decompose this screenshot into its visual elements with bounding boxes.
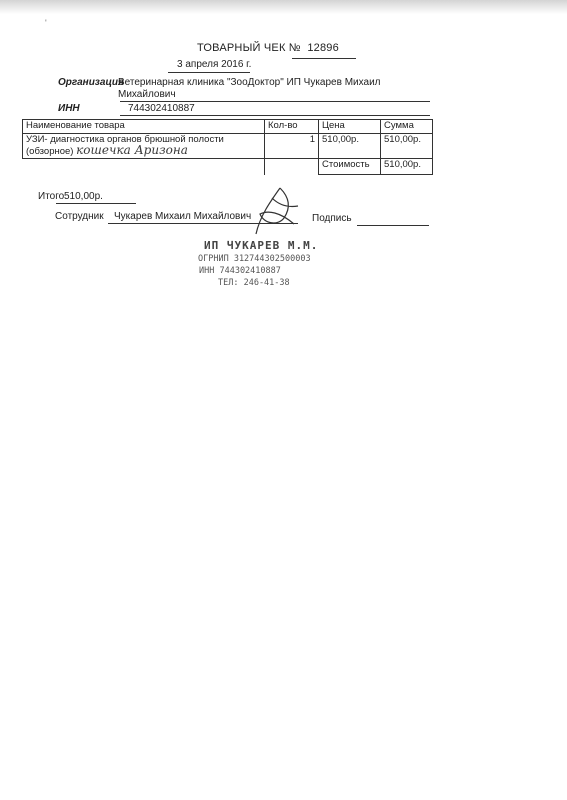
signature-icon bbox=[250, 184, 302, 245]
employee-label: Сотрудник bbox=[55, 211, 104, 222]
cost-label: Стоимость bbox=[319, 159, 381, 175]
header-sum: Сумма bbox=[381, 120, 433, 134]
cost-row bbox=[23, 159, 433, 175]
receipt-title: ТОВАРНЫЙ ЧЕК № 12896 bbox=[197, 42, 339, 54]
item-name: УЗИ- диагностика органов брюшной полости (обзорное) bbox=[26, 134, 224, 157]
receipt-date: 3 апреля 2016 г. bbox=[177, 59, 252, 70]
stamp-tel: ТЕЛ: 246-41-38 bbox=[218, 278, 290, 288]
date-underline bbox=[168, 72, 250, 73]
organization-underline bbox=[120, 101, 430, 102]
scan-edge bbox=[0, 0, 567, 14]
stamp-ogrnip: ОГРНИП 312744302500003 bbox=[198, 254, 311, 264]
stamp-name: ИП ЧУКАРЕВ М.М. bbox=[204, 239, 319, 252]
margin-mark: ' bbox=[45, 18, 47, 28]
organization-label: Организация bbox=[58, 77, 124, 88]
item-name-cell bbox=[23, 134, 265, 159]
item-handwritten-note: кошечка Аризона bbox=[76, 143, 188, 157]
receipt-number: 12896 bbox=[307, 42, 339, 54]
total-label: Итого bbox=[38, 191, 65, 202]
cost-value: 510,00р. bbox=[381, 159, 433, 175]
employee-value: Чукарев Михаил Михайлович bbox=[114, 211, 252, 222]
signature-label: Подпись bbox=[312, 213, 352, 224]
inn-label: ИНН bbox=[58, 103, 80, 114]
item-qty: 1 bbox=[265, 134, 319, 159]
header-qty: Кол-во bbox=[265, 120, 319, 134]
inn-underline bbox=[120, 115, 430, 116]
signature-underline bbox=[357, 225, 429, 226]
header-price: Цена bbox=[319, 120, 381, 134]
organization-value: Ветеринарная клиника "ЗооДоктор" ИП Чукарев Михаил Михайлович bbox=[118, 77, 381, 100]
number-underline bbox=[292, 58, 356, 59]
table-row bbox=[23, 134, 433, 159]
item-sum: 510,00р. bbox=[381, 134, 433, 159]
total-value: 510,00р. bbox=[64, 191, 103, 202]
item-price: 510,00р. bbox=[319, 134, 381, 159]
total-underline bbox=[56, 203, 136, 204]
stamp-inn: ИНН 744302410887 bbox=[199, 266, 281, 276]
table-header-row bbox=[23, 120, 433, 134]
goods-table bbox=[22, 119, 433, 175]
header-name: Наименование товара bbox=[23, 120, 265, 134]
inn-value: 744302410887 bbox=[128, 103, 195, 114]
